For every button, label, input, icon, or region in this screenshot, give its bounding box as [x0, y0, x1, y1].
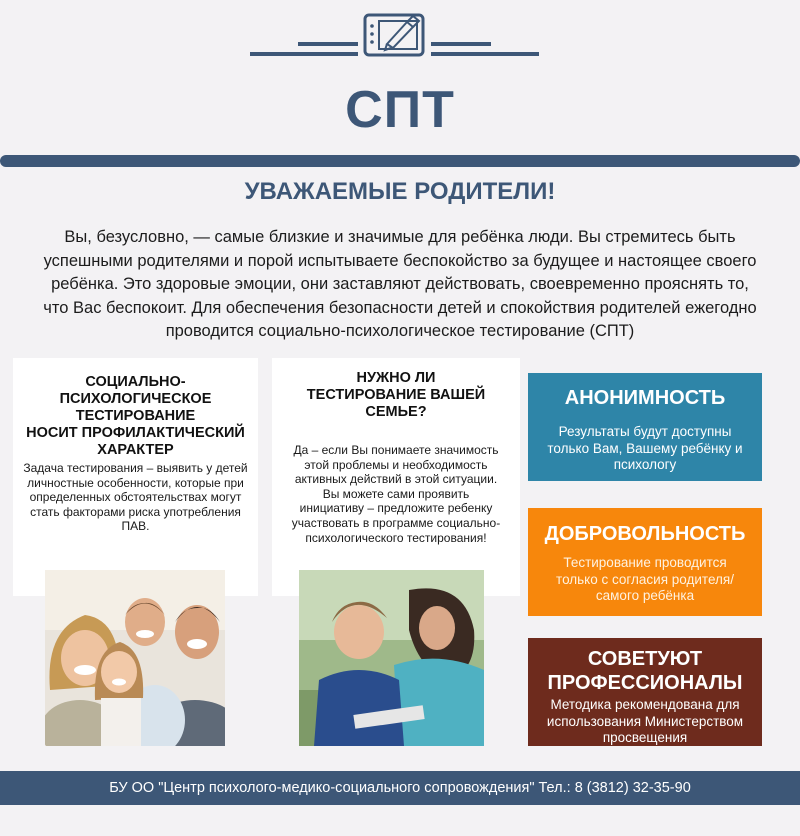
header-band	[0, 155, 800, 167]
heading-line: СОЦИАЛЬНО-	[85, 374, 186, 390]
text-line: самого ребёнка	[595, 588, 695, 603]
text-line: участвовать в программе социально-	[291, 515, 501, 530]
text-line: только Вам, Вашему ребёнку и	[547, 440, 743, 456]
header-line-right-short	[431, 42, 491, 46]
box-anonymity	[528, 373, 762, 481]
text-line: Да – если Вы понимаете значимость	[293, 443, 499, 457]
text-line: личностные особенности, которые при	[27, 475, 244, 490]
text-line: Результаты будут доступны	[558, 424, 732, 439]
heading-line: ТЕСТИРОВАНИЕ	[75, 408, 196, 424]
family-photo	[45, 570, 225, 746]
text-line: Методика рекомендована для	[550, 697, 740, 712]
header-line-right-long	[431, 52, 539, 56]
text-line: активных действий в этой ситуации.	[294, 472, 498, 487]
intro-paragraph	[14, 226, 786, 344]
card-preventive-text	[13, 461, 258, 534]
card-preventive-heading	[13, 374, 258, 459]
mother-son-photo	[299, 570, 484, 746]
text-line: психологического тестирования!	[305, 530, 487, 545]
text-line: использования Министерством	[546, 713, 744, 729]
text-line: только с согласия родителя/	[556, 571, 734, 587]
text-line: определенных обстоятельствах могут	[29, 490, 242, 505]
text-line: Задача тестирования – выявить у детей	[23, 461, 248, 475]
text-line: стать факторами риска употребления	[30, 504, 241, 519]
text-line: психологу	[613, 457, 677, 472]
heading-line: СЕМЬЕ?	[365, 404, 427, 420]
intro-line: Вы, безусловно, — самые близкие и значимые для ребёнка люди. Вы стремитесь быть	[64, 228, 736, 246]
card-need-testing-heading	[272, 370, 520, 421]
box-professionals	[528, 638, 762, 746]
heading-line: ПРОФЕССИОНАЛЫ	[547, 672, 743, 694]
box-voluntariness-heading: ДОБРОВОЛЬНОСТЬ	[544, 523, 746, 545]
card-need-testing-text	[272, 443, 520, 545]
box-voluntariness	[528, 508, 762, 616]
card-preventive	[13, 358, 258, 596]
heading-line: ПСИХОЛОГИЧЕСКОЕ	[59, 391, 212, 407]
text-line: просвещения	[602, 730, 688, 745]
intro-line: проводится социально-психологическое тестирование (СПТ)	[165, 322, 635, 341]
heading-line: СОВЕТУЮТ	[587, 648, 703, 670]
drawing-tablet-icon	[363, 12, 425, 58]
heading-line: НУЖНО ЛИ	[356, 370, 436, 386]
box-voluntariness-text	[528, 555, 762, 605]
intro-line: что Вас беспокоит. Для обеспечения безопасности детей и спокойствия родителей ежегодно	[43, 298, 757, 317]
heading-line: НОСИТ ПРОФИЛАКТИЧЕСКИЙ	[26, 425, 245, 441]
text-line: инициативу – предложите ребенку	[299, 501, 493, 516]
intro-line: успешными родителями и порой испытываете беспокойство за будущее и настоящее своего	[43, 251, 757, 270]
greeting-heading: УВАЖАЕМЫЕ РОДИТЕЛИ!	[244, 178, 556, 205]
text-line: Вы можете сами проявить	[322, 486, 470, 501]
box-professionals-heading	[528, 647, 762, 695]
box-professionals-text	[528, 697, 762, 747]
heading-line: ХАРАКТЕР	[97, 442, 174, 458]
card-need-testing	[272, 358, 520, 596]
page-title: СПТ	[345, 81, 455, 139]
text-line: Тестирование проводится	[563, 555, 727, 570]
header-line-left-short	[298, 42, 358, 46]
box-anonymity-heading: АНОНИМНОСТЬ	[564, 387, 726, 409]
footer-contact: БУ ОО "Центр психолого-медико-социального сопровождения" Тел.: 8 (3812) 32-35-90	[0, 771, 800, 805]
intro-line: ребёнка. Это здоровые эмоции, они заставляют действовать, своевременно прояснять то,	[51, 275, 749, 294]
header-line-left-long	[250, 52, 358, 56]
box-anonymity-text	[528, 424, 762, 474]
heading-line: ТЕСТИРОВАНИЕ ВАШЕЙ	[306, 387, 486, 403]
text-line: ПАВ.	[121, 519, 150, 534]
text-line: этой проблемы и необходимость	[304, 457, 488, 472]
